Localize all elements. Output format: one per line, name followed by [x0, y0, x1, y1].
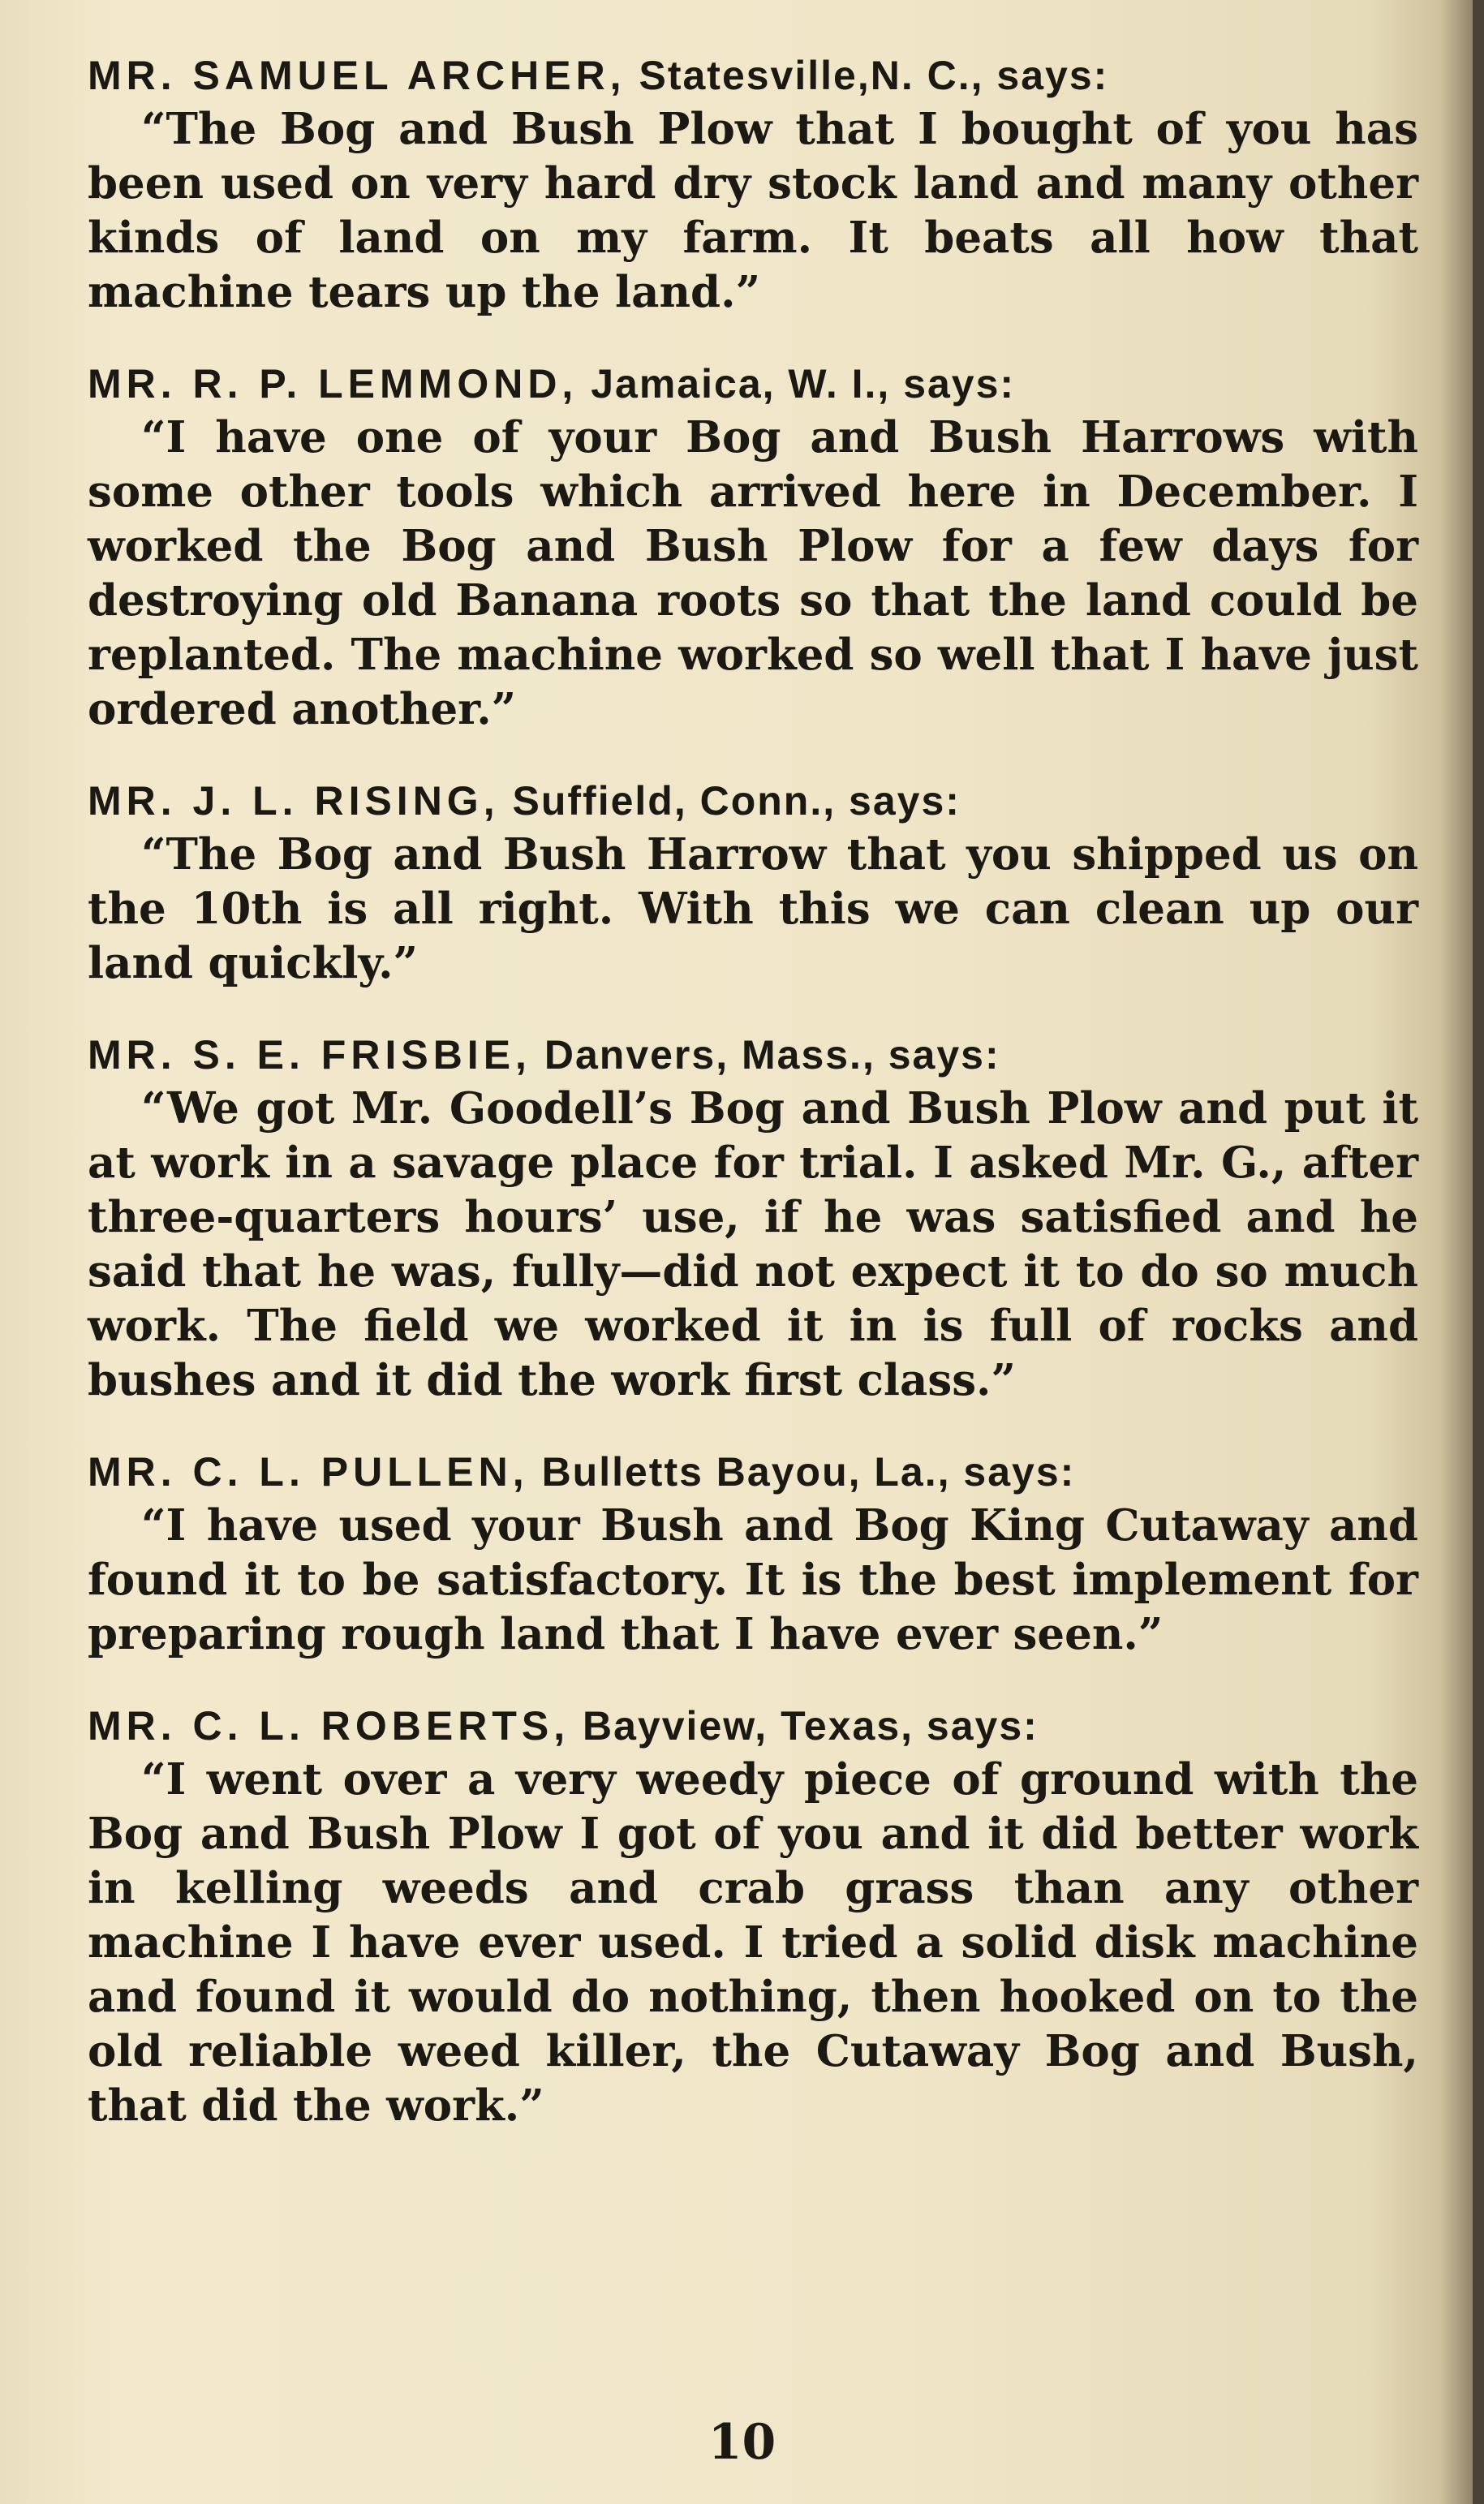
testimonial-name: MR. S. E. FRISBIE,	[88, 1032, 531, 1078]
testimonial-heading	[88, 357, 1418, 411]
testimonial-rising	[88, 774, 1418, 991]
testimonial-quote: “I have one of your Bog and Bush Harrows with some other tools which arrived here in December. I worked the Bog and Bush Plow for a few days for destroying old Banana roots so that the land could be replanted. The machine worked so well that I have just ordered another.”	[88, 412, 1418, 734]
testimonial-place: Danvers, Mass., says:	[544, 1032, 1000, 1078]
testimonial-heading	[88, 774, 1418, 828]
testimonial-name: MR. J. L. RISING,	[88, 778, 500, 824]
testimonial-place: Bulletts Bayou, La., says:	[541, 1449, 1076, 1495]
testimonial-quote: “We got Mr. Goodell’s Bog and Bush Plow and put it at work in a savage place for trial. I asked Mr. G., after three-quarters hours’ use, if he was satisfied and he said that he was, fully—did not expect it to do so much work. The field we worked it in is full of rocks and bushes and it did the work first class.”	[88, 1083, 1418, 1405]
testimonial-quote: “I went over a very weedy piece of ground with the Bog and Bush Plow I got of you and it did better work in kelling weeds and crab grass than any other machine I have ever used. I tried a solid disk machine and found it would do nothing, then hooked on to the old reliable weed killer, the Cutaway Bog and Bush, that did the work.”	[88, 1754, 1418, 2131]
testimonial-quote: “The Bog and Bush Harrow that you shipped us on the 10th is all right. With this we can clean up our land quickly.”	[88, 829, 1418, 988]
testimonial-place: Bayview, Texas, says:	[583, 1703, 1039, 1749]
page-edge	[1473, 0, 1484, 2504]
testimonial-heading	[88, 1699, 1418, 1753]
testimonial-place: Jamaica, W. I., says:	[591, 361, 1016, 407]
testimonial-name: MR. C. L. ROBERTS,	[88, 1703, 570, 1749]
testimonial-place: Statesville,N. C., says:	[639, 53, 1109, 98]
testimonial-name: MR. R. P. LEMMOND,	[88, 361, 579, 407]
testimonial-heading	[88, 1028, 1418, 1082]
testimonial-lemmond	[88, 357, 1418, 737]
testimonial-quote: “The Bog and Bush Plow that I bought of you has been used on very hard dry stock land and many other kinds of land on my farm. It beats all how that machine tears up the land.”	[88, 104, 1418, 317]
page-number: 10	[708, 2414, 776, 2471]
testimonial-heading	[88, 1445, 1418, 1499]
testimonial-roberts	[88, 1699, 1418, 2133]
testimonial-place: Suffield, Conn., says:	[512, 778, 961, 824]
testimonial-name: MR. SAMUEL ARCHER,	[88, 53, 626, 98]
testimonial-frisbie	[88, 1028, 1418, 1408]
testimonial-heading	[88, 49, 1418, 102]
testimonial-name: MR. C. L. PULLEN,	[88, 1449, 529, 1495]
testimonial-quote: “I have used your Bush and Bog King Cutaway and found it to be satisfactory. It is the best implement for preparing rough land that I have ever seen.”	[88, 1500, 1418, 1659]
testimonial-pullen	[88, 1445, 1418, 1662]
testimonial-archer	[88, 49, 1418, 320]
testimonial-list	[88, 49, 1418, 2171]
